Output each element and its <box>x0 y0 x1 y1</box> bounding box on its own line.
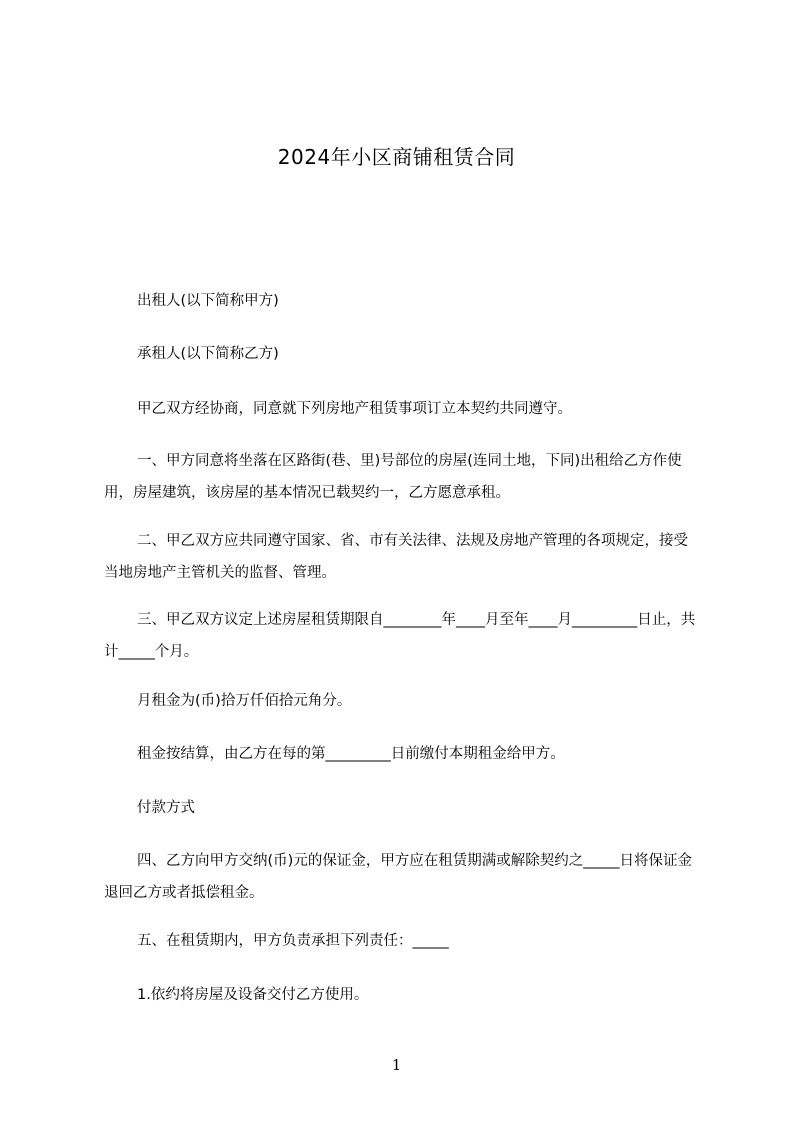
paragraph-clause-1: 一、甲方同意将坐落在区路街(巷、里)号部位的房屋(连同土地，下同)出租给乙方作使用，房屋建筑，该房屋的基本情况已载契约一，乙方愿意承租。 <box>104 453 682 501</box>
paragraph-lessee: 承租人(以下简称乙方) <box>137 346 279 362</box>
paragraph-monthly-rent: 月租金为(币)拾万仟佰拾元角分。 <box>137 693 352 709</box>
paragraph-payment-method: 付款方式 <box>137 800 195 816</box>
document-title: 2024年小区商铺租赁合同 <box>277 145 516 169</box>
paragraph-clause-2: 二、甲乙双方应共同遵守国家、省、市有关法律、法规及房地产管理的各项规定，接受当地房地产主管机关的监督、管理。 <box>104 533 688 581</box>
paragraph-clause-5: 五、在租赁期内，甲方负责承担下列责任：_____ <box>137 933 449 949</box>
paragraph-rent-payment: 租金按结算，由乙方在每的第_________日前缴付本期租金给甲方。 <box>137 746 565 762</box>
paragraph-clause-3: 三、甲乙双方议定上述房屋租赁期限自________年____月至年____月_________日止，共计_____个月。 <box>104 612 696 660</box>
paragraph-clause-4: 四、乙方向甲方交纳(币)元的保证金，甲方应在租赁期满或解除契约之_____日将保证金退回乙方或者抵偿租金。 <box>104 853 693 901</box>
paragraph-lessor: 出租人(以下简称甲方) <box>137 293 279 309</box>
paragraph-agreement: 甲乙双方经协商，同意就下列房地产租赁事项订立本契约共同遵守。 <box>137 401 572 417</box>
page-number: 1 <box>391 1056 402 1074</box>
paragraph-item-1: 1.依约将房屋及设备交付乙方使用。 <box>137 987 369 1003</box>
